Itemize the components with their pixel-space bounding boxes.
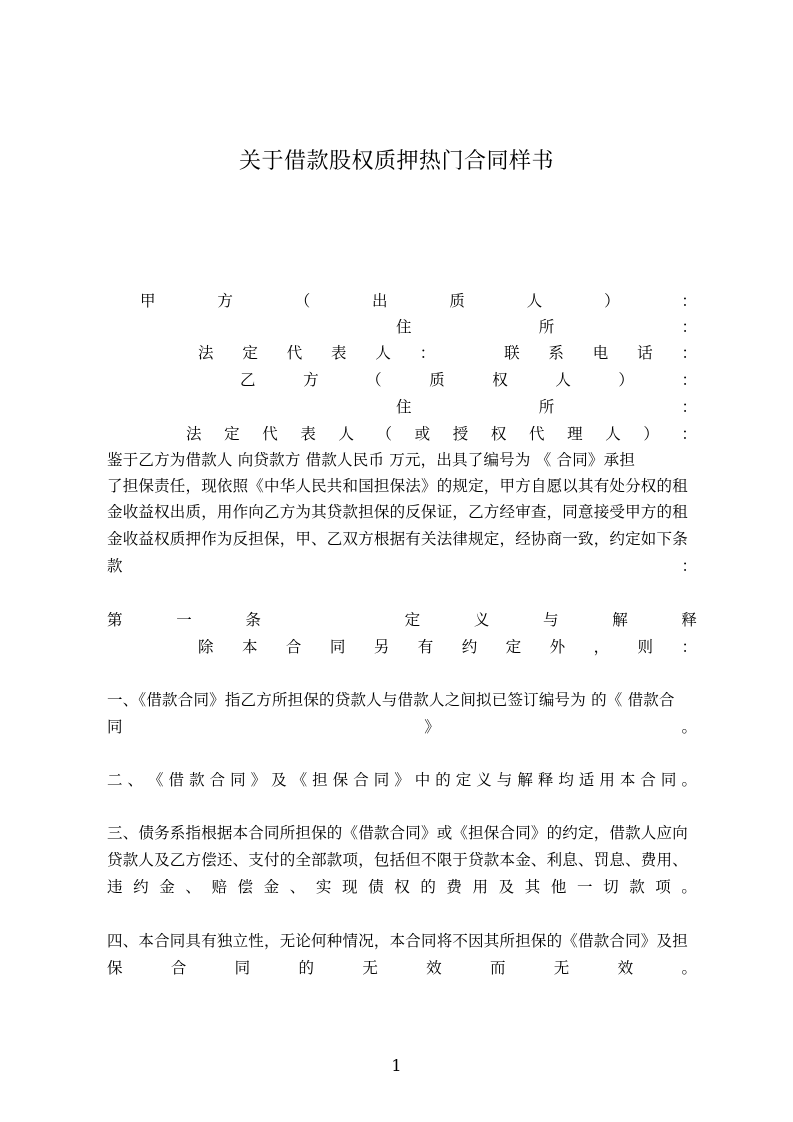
item-3-line-3 xyxy=(107,875,697,899)
intro-char: 定 xyxy=(505,638,522,656)
item-char: 金 xyxy=(159,878,175,896)
heading-char: 义 xyxy=(473,611,490,629)
heading-char: 与 xyxy=(543,611,559,629)
legal-rep-char: 话 xyxy=(637,344,653,362)
party-b-char: ） xyxy=(618,371,634,389)
item-char: 、 xyxy=(127,771,144,789)
legal-rep-char: 理 xyxy=(567,425,583,443)
party-b-char: 权 xyxy=(492,371,508,389)
item-3-line: 贷款人及乙方偿还、支付的全部款项，包括但不限于贷款本金、利息、罚息、费用、 xyxy=(107,851,688,869)
party-a-char: ： xyxy=(681,292,697,310)
item-char: 实 xyxy=(315,878,332,896)
item-char: 其 xyxy=(524,878,541,896)
address-char: 住 xyxy=(396,318,412,336)
legal-rep-char: 表 xyxy=(331,344,347,362)
party-b-char: ： xyxy=(681,371,697,389)
item-char: 。 xyxy=(681,878,697,896)
party-b-line xyxy=(240,368,697,392)
item-char: 无 xyxy=(553,959,570,977)
party-a-char: 方 xyxy=(217,292,233,310)
heading-char: 一 xyxy=(176,611,192,629)
item-char: 同 xyxy=(373,771,390,789)
item-char: 》 xyxy=(250,771,267,789)
intro-char: 有 xyxy=(417,638,434,656)
legal-rep-char: ： xyxy=(681,344,697,362)
item-char: 义 xyxy=(476,771,492,789)
legal-rep-char: （ xyxy=(376,425,393,443)
legal-rep-char: ： xyxy=(419,344,436,362)
legal-rep-char: 系 xyxy=(548,344,564,362)
article-1-heading xyxy=(107,608,697,632)
party-a-address xyxy=(396,315,697,339)
party-a-char: 甲 xyxy=(140,292,156,310)
intro-char: 合 xyxy=(285,638,302,656)
item-char: 一 xyxy=(576,878,593,896)
legal-rep-char: ： xyxy=(681,425,697,443)
item-char: 效 xyxy=(426,959,442,977)
heading-char: 条 xyxy=(245,611,261,629)
legal-rep-char: 人 xyxy=(375,344,391,362)
preamble-char: ： xyxy=(681,557,697,575)
item-char: 保 xyxy=(107,959,123,977)
intro-char: 同 xyxy=(329,638,346,656)
legal-rep-char: 代 xyxy=(528,425,545,443)
item-char: 权 xyxy=(394,878,410,896)
item-char: 释 xyxy=(537,771,554,789)
party-a-line xyxy=(140,289,697,313)
legal-rep-char: 表 xyxy=(300,425,316,443)
item-char: 《 xyxy=(291,771,308,789)
item-char: 。 xyxy=(681,718,697,736)
item-char: 》 xyxy=(424,718,440,736)
heading-char: 释 xyxy=(681,611,697,629)
address-char: 所 xyxy=(538,318,555,336)
item-char: 无 xyxy=(362,959,378,977)
heading-char: 定 xyxy=(404,611,421,629)
item-char: 金 xyxy=(263,878,280,896)
address-char: 所 xyxy=(538,398,555,416)
heading-char: 第 xyxy=(107,611,123,629)
legal-rep-char: 人 xyxy=(338,425,354,443)
item-char: 与 xyxy=(496,771,513,789)
legal-rep-char: 联 xyxy=(504,344,520,362)
item-4-line-2 xyxy=(107,956,697,980)
address-char: ： xyxy=(681,318,697,336)
intro-char: 外 xyxy=(549,638,566,656)
item-char: 违 xyxy=(107,878,123,896)
preamble-last-line xyxy=(107,554,697,578)
intro-char: ， xyxy=(593,638,610,656)
item-char: 。 xyxy=(681,771,697,789)
party-b-char: 质 xyxy=(429,371,445,389)
legal-rep-char: 授 xyxy=(452,425,469,443)
preamble-line: 金收益权质押作为反担保，甲、乙双方根据有关法律规定，经协商一致，约定如下条 xyxy=(107,530,688,548)
page-number: 1 xyxy=(391,1056,402,1075)
item-char: 约 xyxy=(133,878,149,896)
intro-char: ： xyxy=(681,638,697,656)
legal-rep-char: 人 xyxy=(605,425,621,443)
item-char: 保 xyxy=(332,771,349,789)
item-char: 效 xyxy=(617,959,634,977)
legal-rep-char: 权 xyxy=(490,425,507,443)
intro-char: 本 xyxy=(241,638,258,656)
item-char: 费 xyxy=(446,878,462,896)
item-char: 项 xyxy=(655,878,671,896)
item-char: 的 xyxy=(435,771,451,789)
document-title: 关于借款股权质押热门合同样书 xyxy=(238,149,554,174)
item-char: 款 xyxy=(189,771,205,789)
party-b-address xyxy=(396,395,697,419)
party-a-char: 人 xyxy=(526,292,543,310)
address-char: ： xyxy=(681,398,697,416)
preamble-line: 金收益权出质，用作向乙方为其贷款担保的反保证，乙方经审查，同意接受甲方的租 xyxy=(107,503,688,521)
legal-rep-char: 电 xyxy=(592,344,609,362)
item-4-line: 四、本合同具有独立性，无论何种情况，本合同将不因其所担保的《借款合同》及担 xyxy=(107,932,688,950)
legal-rep-char: 或 xyxy=(414,425,431,443)
item-char: 中 xyxy=(414,771,431,789)
item-char: 切 xyxy=(603,878,619,896)
intro-char: 约 xyxy=(461,638,478,656)
legal-rep-char: 定 xyxy=(242,344,258,362)
item-char: 现 xyxy=(341,878,358,896)
item-char: 债 xyxy=(368,878,384,896)
item-char: 合 xyxy=(353,771,369,789)
item-char: 同 xyxy=(230,771,246,789)
legal-rep-char: 法 xyxy=(186,425,202,443)
item-3-line: 三、债务系指根据本合同所担保的《借款合同》或《担保合同》的约定，借款人应向 xyxy=(107,824,688,842)
party-a-char: 质 xyxy=(449,292,465,310)
preamble-char: 款 xyxy=(107,557,123,575)
item-char: 用 xyxy=(472,878,489,896)
party-b-char: 人 xyxy=(555,371,571,389)
item-char: 而 xyxy=(489,959,506,977)
item-char: 解 xyxy=(517,771,533,789)
item-char: 他 xyxy=(550,878,567,896)
item-char: 合 xyxy=(170,959,187,977)
item-char: 借 xyxy=(168,771,185,789)
party-a-legal-rep xyxy=(198,341,697,365)
legal-rep-char: 法 xyxy=(198,344,214,362)
item-char: 》 xyxy=(394,771,410,789)
legal-rep-char: ） xyxy=(643,425,659,443)
party-b-char: 乙 xyxy=(240,371,256,389)
party-b-char: （ xyxy=(366,371,382,389)
preamble-line: 鉴于乙方为借款人 向贷款方 借款人民币 万元，出具了编号为 《 合同》承担 xyxy=(107,451,636,469)
article-1-intro xyxy=(198,635,697,659)
item-char: 的 xyxy=(298,959,314,977)
item-char: 合 xyxy=(640,771,656,789)
item-1-line: 一、《借款合同》指乙方所担保的贷款人与借款人之间拟已签订编号为 的《 借款合 xyxy=(107,691,675,709)
item-char: 及 xyxy=(498,878,515,896)
item-char: 均 xyxy=(558,771,574,789)
preamble-line: 了担保责任，现依照《中华人民共和国担保法》的规定，甲方自愿以其有处分权的租 xyxy=(107,477,688,495)
item-char: 本 xyxy=(619,771,636,789)
item-char: 合 xyxy=(209,771,226,789)
party-b-char: 方 xyxy=(303,371,319,389)
heading-char: 解 xyxy=(612,611,628,629)
item-char: 担 xyxy=(312,771,328,789)
item-char: 二 xyxy=(107,771,123,789)
item-1-line-2 xyxy=(107,715,697,739)
item-char: 定 xyxy=(455,771,472,789)
party-a-char: ） xyxy=(604,292,620,310)
party-b-legal-rep xyxy=(186,422,697,446)
item-char: 同 xyxy=(234,959,251,977)
intro-char: 另 xyxy=(373,638,390,656)
item-char: 偿 xyxy=(237,878,254,896)
intro-char: 则 xyxy=(637,638,654,656)
legal-rep-char: 代 xyxy=(262,425,278,443)
legal-rep-char: 定 xyxy=(224,425,240,443)
party-a-char: （ xyxy=(294,292,311,310)
item-char: 、 xyxy=(289,878,306,896)
item-2-line xyxy=(107,768,697,792)
item-char: 同 xyxy=(107,718,123,736)
item-char: 款 xyxy=(629,878,645,896)
item-char: 同 xyxy=(660,771,677,789)
item-char: 及 xyxy=(271,771,287,789)
item-char: 适 xyxy=(578,771,595,789)
item-char: 。 xyxy=(681,959,697,977)
item-char: 赔 xyxy=(211,878,227,896)
item-char: 用 xyxy=(599,771,615,789)
item-char: 《 xyxy=(148,771,164,789)
intro-char: 除 xyxy=(198,638,214,656)
party-a-char: 出 xyxy=(372,292,388,310)
address-char: 住 xyxy=(396,398,412,416)
item-char: 、 xyxy=(185,878,201,896)
legal-rep-char: 代 xyxy=(286,344,303,362)
item-char: 的 xyxy=(420,878,436,896)
